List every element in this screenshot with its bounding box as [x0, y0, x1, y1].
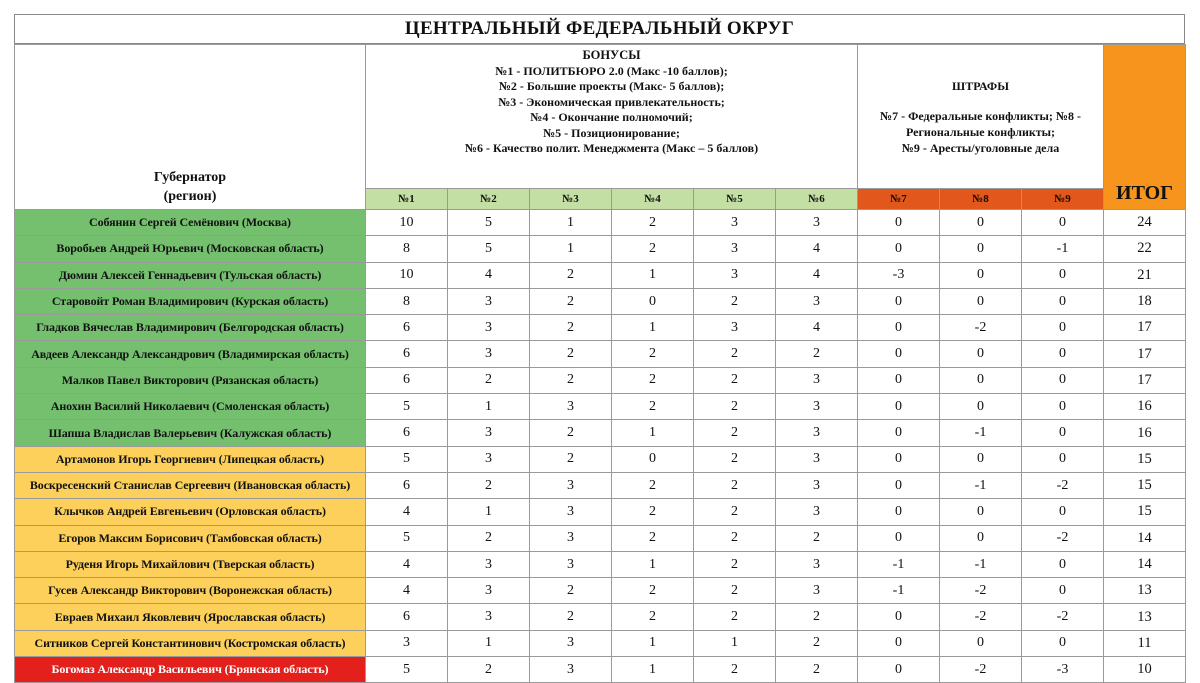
bonus-score-cell: 1	[530, 236, 612, 262]
bonus-col-header: №4	[612, 189, 694, 210]
total-score-cell: 16	[1104, 420, 1186, 446]
fine-score-cell: 0	[858, 394, 940, 420]
fine-score-cell: 0	[1022, 446, 1104, 472]
total-score-cell: 18	[1104, 288, 1186, 314]
rating-table	[14, 44, 1186, 683]
total-column-header: ИТОГ	[1104, 45, 1186, 210]
rating-sheet	[14, 14, 1185, 678]
fine-score-cell: -1	[940, 551, 1022, 577]
fine-score-cell: -1	[858, 578, 940, 604]
bonus-score-cell: 1	[612, 315, 694, 341]
fine-score-cell: 0	[1022, 578, 1104, 604]
bonus-score-cell: 10	[366, 262, 448, 288]
bonus-score-cell: 2	[612, 394, 694, 420]
fine-score-cell: 0	[940, 210, 1022, 236]
fines-title: ШТРАФЫ	[952, 78, 1009, 93]
governor-name-cell: Воробьев Андрей Юрьевич (Московская область)	[15, 236, 366, 262]
bonus-score-cell: 2	[530, 604, 612, 630]
bonus-score-cell: 3	[530, 551, 612, 577]
total-score-cell: 15	[1104, 446, 1186, 472]
fine-score-cell: -1	[858, 551, 940, 577]
bonus-score-cell: 1	[694, 630, 776, 656]
table-row	[15, 446, 1186, 472]
bonus-col-header: №2	[448, 189, 530, 210]
table-row	[15, 210, 1186, 236]
bonus-legend-line: №3 - Экономическая привлекательность;	[498, 94, 725, 109]
bonus-score-cell: 2	[694, 657, 776, 683]
bonus-score-cell: 2	[694, 341, 776, 367]
bonus-title: БОНУСЫ	[582, 48, 641, 62]
bonus-score-cell: 3	[448, 446, 530, 472]
bonus-score-cell: 2	[448, 472, 530, 498]
bonus-score-cell: 10	[366, 210, 448, 236]
bonus-score-cell: 6	[366, 341, 448, 367]
fine-score-cell: -3	[1022, 657, 1104, 683]
bonus-score-cell: 3	[776, 499, 858, 525]
fine-score-cell: 0	[858, 499, 940, 525]
table-row	[15, 551, 1186, 577]
bonus-score-cell: 2	[448, 367, 530, 393]
bonus-col-header: №3	[530, 189, 612, 210]
bonus-score-cell: 3	[530, 630, 612, 656]
total-score-cell: 15	[1104, 499, 1186, 525]
total-score-cell: 14	[1104, 551, 1186, 577]
bonus-score-cell: 3	[448, 551, 530, 577]
fine-score-cell: 0	[858, 630, 940, 656]
table-row	[15, 499, 1186, 525]
fine-score-cell: -2	[1022, 472, 1104, 498]
fine-score-cell: 0	[858, 367, 940, 393]
fine-col-header: №9	[1022, 189, 1104, 210]
bonus-score-cell: 0	[612, 446, 694, 472]
fine-score-cell: 0	[1022, 341, 1104, 367]
fines-legend-line: Региональные конфликты;	[905, 124, 1056, 139]
bonus-score-cell: 3	[448, 288, 530, 314]
bonus-score-cell: 2	[530, 367, 612, 393]
fine-score-cell: -2	[1022, 525, 1104, 551]
bonus-score-cell: 2	[776, 604, 858, 630]
bonus-score-cell: 5	[366, 394, 448, 420]
bonus-score-cell: 3	[776, 551, 858, 577]
total-score-cell: 14	[1104, 525, 1186, 551]
table-row	[15, 525, 1186, 551]
bonus-score-cell: 3	[776, 446, 858, 472]
total-score-cell: 22	[1104, 236, 1186, 262]
bonus-legend-line: №2 - Большие проекты (Макс- 5 баллов);	[498, 79, 725, 93]
total-score-cell: 24	[1104, 210, 1186, 236]
table-row	[15, 288, 1186, 314]
governor-column-header	[15, 45, 366, 210]
bonus-score-cell: 1	[448, 394, 530, 420]
bonus-score-cell: 2	[530, 262, 612, 288]
bonus-score-cell: 1	[448, 499, 530, 525]
fine-score-cell: 0	[1022, 394, 1104, 420]
bonus-score-cell: 1	[612, 630, 694, 656]
fine-score-cell: -2	[940, 604, 1022, 630]
fine-score-cell: 0	[858, 315, 940, 341]
bonus-score-cell: 1	[612, 551, 694, 577]
fine-score-cell: 0	[858, 604, 940, 630]
bonus-score-cell: 2	[694, 288, 776, 314]
governor-name-cell: Авдеев Александр Александрович (Владимирская область)	[15, 341, 366, 367]
fine-score-cell: -1	[1022, 236, 1104, 262]
bonus-score-cell: 4	[776, 236, 858, 262]
table-row	[15, 420, 1186, 446]
bonus-score-cell: 6	[366, 472, 448, 498]
table-row	[15, 341, 1186, 367]
fine-score-cell: 0	[858, 525, 940, 551]
bonus-score-cell: 2	[530, 420, 612, 446]
bonus-score-cell: 2	[448, 657, 530, 683]
fine-score-cell: 0	[940, 525, 1022, 551]
bonus-score-cell: 2	[612, 236, 694, 262]
bonus-score-cell: 2	[694, 472, 776, 498]
fine-score-cell: 0	[940, 367, 1022, 393]
fine-col-header: №7	[858, 189, 940, 210]
bonus-score-cell: 3	[694, 236, 776, 262]
bonus-legend-line: №4 - Окончание полномочий;	[530, 110, 693, 124]
bonus-score-cell: 4	[366, 578, 448, 604]
bonus-score-cell: 4	[448, 262, 530, 288]
total-score-cell: 15	[1104, 472, 1186, 498]
total-score-cell: 17	[1104, 367, 1186, 393]
bonus-score-cell: 3	[448, 341, 530, 367]
bonus-score-cell: 5	[366, 446, 448, 472]
fine-score-cell: 0	[858, 657, 940, 683]
bonus-score-cell: 2	[530, 315, 612, 341]
bonus-score-cell: 2	[694, 578, 776, 604]
bonus-score-cell: 3	[448, 578, 530, 604]
governor-name-cell: Собянин Сергей Семёнович (Москва)	[15, 210, 366, 236]
table-row	[15, 262, 1186, 288]
fine-score-cell: 0	[858, 288, 940, 314]
fine-score-cell: 0	[1022, 315, 1104, 341]
fine-score-cell: 0	[1022, 367, 1104, 393]
fine-score-cell: 0	[940, 394, 1022, 420]
fine-score-cell: 0	[940, 446, 1022, 472]
bonus-header	[366, 45, 858, 189]
bonus-score-cell: 3	[448, 315, 530, 341]
governor-name-cell: Старовойт Роман Владимирович (Курская область)	[15, 288, 366, 314]
bonus-score-cell: 3	[694, 210, 776, 236]
bonus-score-cell: 2	[530, 341, 612, 367]
bonus-score-cell: 3	[694, 262, 776, 288]
table-row	[15, 472, 1186, 498]
bonus-score-cell: 2	[776, 657, 858, 683]
bonus-score-cell: 5	[448, 236, 530, 262]
bonus-score-cell: 3	[366, 630, 448, 656]
fines-header	[858, 45, 1104, 189]
bonus-score-cell: 2	[694, 551, 776, 577]
fine-score-cell: -3	[858, 262, 940, 288]
governor-name-cell: Евраев Михаил Яковлевич (Ярославская область)	[15, 604, 366, 630]
table-body	[15, 210, 1186, 683]
governor-name-cell: Воскресенский Станислав Сергеевич (Ивановская область)	[15, 472, 366, 498]
bonus-score-cell: 2	[694, 394, 776, 420]
bonus-score-cell: 3	[776, 420, 858, 446]
fines-legend-line: №9 - Аресты/уголовные дела	[901, 140, 1060, 155]
fine-score-cell: 0	[858, 420, 940, 446]
bonus-score-cell: 4	[776, 262, 858, 288]
fine-score-cell: 0	[1022, 262, 1104, 288]
bonus-score-cell: 5	[366, 657, 448, 683]
governor-header-line1: Губернатор	[153, 170, 227, 185]
total-score-cell: 13	[1104, 578, 1186, 604]
bonus-score-cell: 3	[530, 472, 612, 498]
total-score-cell: 13	[1104, 604, 1186, 630]
governor-name-cell: Руденя Игорь Михайлович (Тверская область)	[15, 551, 366, 577]
fine-score-cell: 0	[858, 472, 940, 498]
bonus-score-cell: 1	[530, 210, 612, 236]
fine-score-cell: 0	[940, 341, 1022, 367]
bonus-score-cell: 5	[448, 210, 530, 236]
total-score-cell: 10	[1104, 657, 1186, 683]
fine-score-cell: -1	[940, 472, 1022, 498]
fine-score-cell: 0	[858, 446, 940, 472]
bonus-score-cell: 2	[694, 367, 776, 393]
bonus-score-cell: 2	[694, 446, 776, 472]
fine-score-cell: 0	[940, 236, 1022, 262]
bonus-score-cell: 3	[448, 604, 530, 630]
total-score-cell: 17	[1104, 315, 1186, 341]
bonus-col-header: №6	[776, 189, 858, 210]
bonus-score-cell: 3	[776, 394, 858, 420]
total-score-cell: 16	[1104, 394, 1186, 420]
table-row	[15, 657, 1186, 683]
table-row	[15, 604, 1186, 630]
total-score-cell: 17	[1104, 341, 1186, 367]
bonus-score-cell: 5	[366, 525, 448, 551]
fine-score-cell: 0	[1022, 499, 1104, 525]
fine-score-cell: 0	[1022, 630, 1104, 656]
total-score-cell: 11	[1104, 630, 1186, 656]
bonus-score-cell: 4	[366, 499, 448, 525]
fine-score-cell: 0	[1022, 210, 1104, 236]
bonus-score-cell: 2	[612, 499, 694, 525]
bonus-score-cell: 2	[612, 367, 694, 393]
bonus-score-cell: 2	[694, 420, 776, 446]
bonus-score-cell: 6	[366, 604, 448, 630]
bonus-score-cell: 4	[776, 315, 858, 341]
bonus-score-cell: 2	[694, 604, 776, 630]
table-row	[15, 315, 1186, 341]
bonus-score-cell: 3	[530, 525, 612, 551]
bonus-score-cell: 6	[366, 420, 448, 446]
bonus-score-cell: 8	[366, 288, 448, 314]
bonus-score-cell: 3	[530, 657, 612, 683]
bonus-score-cell: 2	[612, 604, 694, 630]
bonus-score-cell: 1	[612, 657, 694, 683]
table-row	[15, 630, 1186, 656]
fine-score-cell: 0	[940, 499, 1022, 525]
table-row	[15, 236, 1186, 262]
bonus-score-cell: 1	[612, 262, 694, 288]
bonus-score-cell: 6	[366, 315, 448, 341]
governor-name-cell: Гладков Вячеслав Владимирович (Белгородская область)	[15, 315, 366, 341]
bonus-score-cell: 1	[612, 420, 694, 446]
bonus-score-cell: 3	[530, 499, 612, 525]
fine-col-header: №8	[940, 189, 1022, 210]
bonus-legend-line: №5 - Позиционирование;	[543, 125, 680, 140]
fine-score-cell: 0	[858, 341, 940, 367]
bonus-legend-line: №6 - Качество полит. Менеджмента (Макс – 5 баллов)	[464, 141, 759, 155]
fine-score-cell: 0	[858, 210, 940, 236]
page-title: ЦЕНТРАЛЬНЫЙ ФЕДЕРАЛЬНЫЙ ОКРУГ	[14, 14, 1185, 44]
bonus-score-cell: 3	[776, 367, 858, 393]
bonus-col-header: №1	[366, 189, 448, 210]
bonus-score-cell: 2	[530, 288, 612, 314]
bonus-score-cell: 2	[612, 578, 694, 604]
bonus-score-cell: 3	[694, 315, 776, 341]
bonus-score-cell: 2	[448, 525, 530, 551]
fine-score-cell: 0	[940, 288, 1022, 314]
bonus-score-cell: 3	[776, 472, 858, 498]
fine-score-cell: 0	[940, 630, 1022, 656]
bonus-score-cell: 3	[530, 394, 612, 420]
bonus-score-cell: 0	[612, 288, 694, 314]
bonus-col-header: №5	[694, 189, 776, 210]
bonus-score-cell: 2	[612, 525, 694, 551]
fine-score-cell: 0	[858, 236, 940, 262]
bonus-score-cell: 1	[448, 630, 530, 656]
governor-name-cell: Артамонов Игорь Георгиевич (Липецкая область)	[15, 446, 366, 472]
fine-score-cell: 0	[1022, 551, 1104, 577]
bonus-score-cell: 6	[366, 367, 448, 393]
bonus-score-cell: 2	[776, 341, 858, 367]
table-row	[15, 578, 1186, 604]
bonus-score-cell: 3	[776, 288, 858, 314]
table-row	[15, 367, 1186, 393]
bonus-score-cell: 2	[776, 630, 858, 656]
fine-score-cell: -1	[940, 420, 1022, 446]
fine-score-cell: -2	[940, 657, 1022, 683]
bonus-score-cell: 2	[694, 499, 776, 525]
governor-header-line2: (регион)	[163, 189, 217, 204]
governor-name-cell: Гусев Александр Викторович (Воронежская область)	[15, 578, 366, 604]
bonus-score-cell: 3	[776, 210, 858, 236]
bonus-legend-line: №1 - ПОЛИТБЮРО 2.0 (Макс -10 баллов);	[495, 63, 728, 78]
governor-name-cell: Ситников Сергей Константинович (Костромская область)	[15, 630, 366, 656]
governor-name-cell: Малков Павел Викторович (Рязанская область)	[15, 367, 366, 393]
governor-name-cell: Богомаз Александр Васильевич (Брянская область)	[15, 657, 366, 683]
fine-score-cell: -2	[940, 315, 1022, 341]
bonus-score-cell: 2	[612, 341, 694, 367]
table-row	[15, 394, 1186, 420]
bonus-score-cell: 2	[612, 472, 694, 498]
fine-score-cell: -2	[940, 578, 1022, 604]
fine-score-cell: -2	[1022, 604, 1104, 630]
bonus-score-cell: 4	[366, 551, 448, 577]
fines-legend-line: №7 - Федеральные конфликты; №8 -	[880, 108, 1081, 123]
fine-score-cell: 0	[1022, 420, 1104, 446]
bonus-score-cell: 2	[694, 525, 776, 551]
bonus-score-cell: 2	[530, 578, 612, 604]
bonus-score-cell: 8	[366, 236, 448, 262]
governor-name-cell: Анохин Василий Николаевич (Смоленская область)	[15, 394, 366, 420]
bonus-score-cell: 3	[776, 578, 858, 604]
bonus-score-cell: 2	[612, 210, 694, 236]
governor-name-cell: Егоров Максим Борисович (Тамбовская область)	[15, 525, 366, 551]
governor-name-cell: Клычков Андрей Евгеньевич (Орловская область)	[15, 499, 366, 525]
fine-score-cell: 0	[940, 262, 1022, 288]
governor-name-cell: Шапша Владислав Валерьевич (Калужская область)	[15, 420, 366, 446]
total-score-cell: 21	[1104, 262, 1186, 288]
governor-name-cell: Дюмин Алексей Геннадьевич (Тульская область)	[15, 262, 366, 288]
bonus-score-cell: 2	[776, 525, 858, 551]
bonus-score-cell: 2	[530, 446, 612, 472]
fine-score-cell: 0	[1022, 288, 1104, 314]
bonus-score-cell: 3	[448, 420, 530, 446]
